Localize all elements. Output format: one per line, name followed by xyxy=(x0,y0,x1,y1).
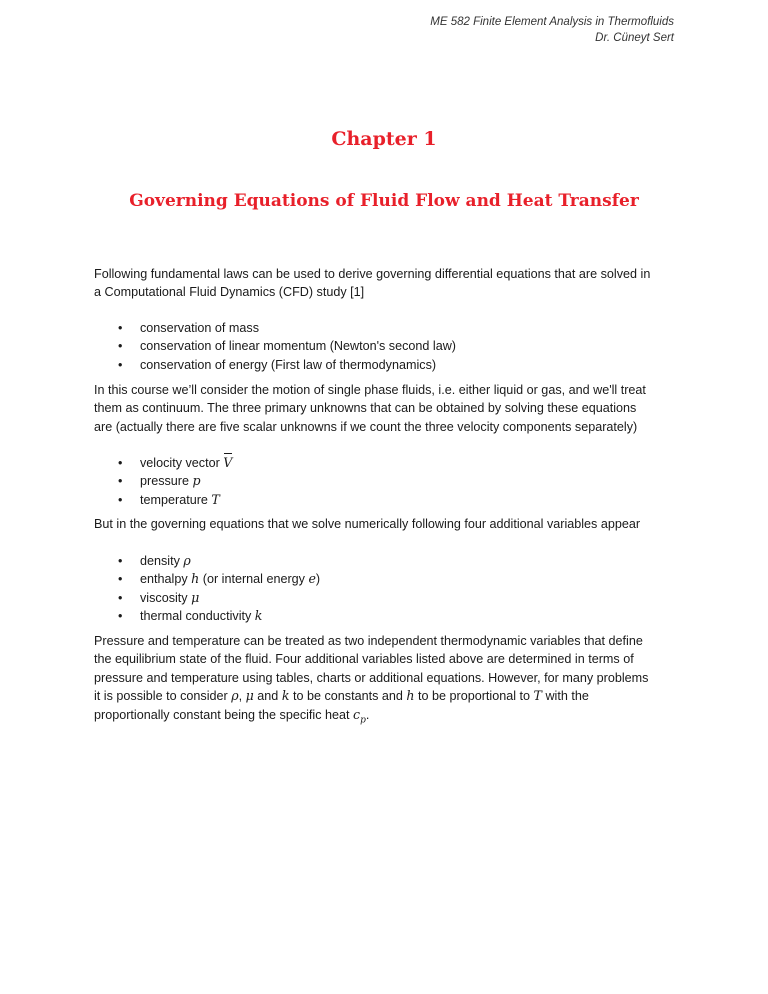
list-item: • conservation of energy (First law of thermodynamics) xyxy=(118,356,456,374)
text-line: are (actually there are five scalar unknowns if we count the three velocity components separately) xyxy=(94,419,638,434)
list-item: • conservation of mass xyxy=(118,319,456,337)
velocity-symbol: V xyxy=(223,454,232,472)
bullet-icon: • xyxy=(118,609,123,624)
bullet-icon: • xyxy=(118,492,123,507)
additional-variables-paragraph xyxy=(94,515,674,533)
text-line: But in the governing equations that we solve numerically following four additional variables appear xyxy=(94,517,641,531)
text-line: them as continuum. The three primary unknowns that can be obtained by solving these equations xyxy=(94,401,637,416)
text-line: Pressure and temperature can be treated as two independent thermodynamic variables that define xyxy=(94,634,643,648)
list-item: • density ρ xyxy=(118,552,320,570)
text-line: Following fundamental laws can be used to derive governing differential equations that are solved in xyxy=(94,267,651,281)
chapter-title: Governing Equations of Fluid Flow and Heat Transfer xyxy=(129,191,639,211)
list-item: • pressure p xyxy=(118,472,232,490)
bullet-icon: • xyxy=(118,572,123,587)
header-course: ME 582 Finite Element Analysis in Thermofluids xyxy=(430,16,674,28)
text-line: the equilibrium state of the fluid. Four additional variables listed above are determined in terms of xyxy=(94,652,634,667)
list-item: • enthalpy h (or internal energy e) xyxy=(118,570,320,588)
list-item: • viscosity μ xyxy=(118,589,320,607)
bullet-icon: • xyxy=(118,590,123,605)
bullet-icon: • xyxy=(118,357,123,372)
bullet-icon: • xyxy=(118,339,123,354)
text-line: it is possible to consider ρ, μ and k to be constants and h to be proportional to T with the xyxy=(94,688,589,704)
additional-variables-list xyxy=(118,552,320,626)
unknowns-list xyxy=(118,454,232,509)
laws-list xyxy=(118,319,456,374)
bullet-icon: • xyxy=(118,474,123,489)
running-header xyxy=(430,14,674,46)
chapter-heading: Chapter 1 xyxy=(331,128,437,150)
list-item: • temperature T xyxy=(118,491,232,509)
bullet-icon: • xyxy=(118,321,123,335)
bullet-icon: • xyxy=(118,554,123,568)
text-line: proportionally constant being the specific heat $c_p$. xyxy=(94,706,370,726)
text-line: pressure and temperature using tables, charts or additional equations. However, for many problems xyxy=(94,670,649,685)
list-item: • conservation of linear momentum (Newton's second law) xyxy=(118,337,456,355)
list-item: • thermal conductivity k xyxy=(118,607,320,625)
text-line: a Computational Fluid Dynamics (CFD) study [1] xyxy=(94,285,365,300)
intro-paragraph xyxy=(94,265,674,302)
bullet-icon: • xyxy=(118,456,123,470)
thermodynamic-paragraph xyxy=(94,632,674,730)
continuum-paragraph xyxy=(94,381,674,436)
text-line: In this course we’ll consider the motion of single phase fluids, i.e. either liquid or gas, and we'll treat xyxy=(94,383,646,397)
header-author: Dr. Cüneyt Sert xyxy=(595,32,674,44)
list-item: • velocity vector V xyxy=(118,454,232,472)
